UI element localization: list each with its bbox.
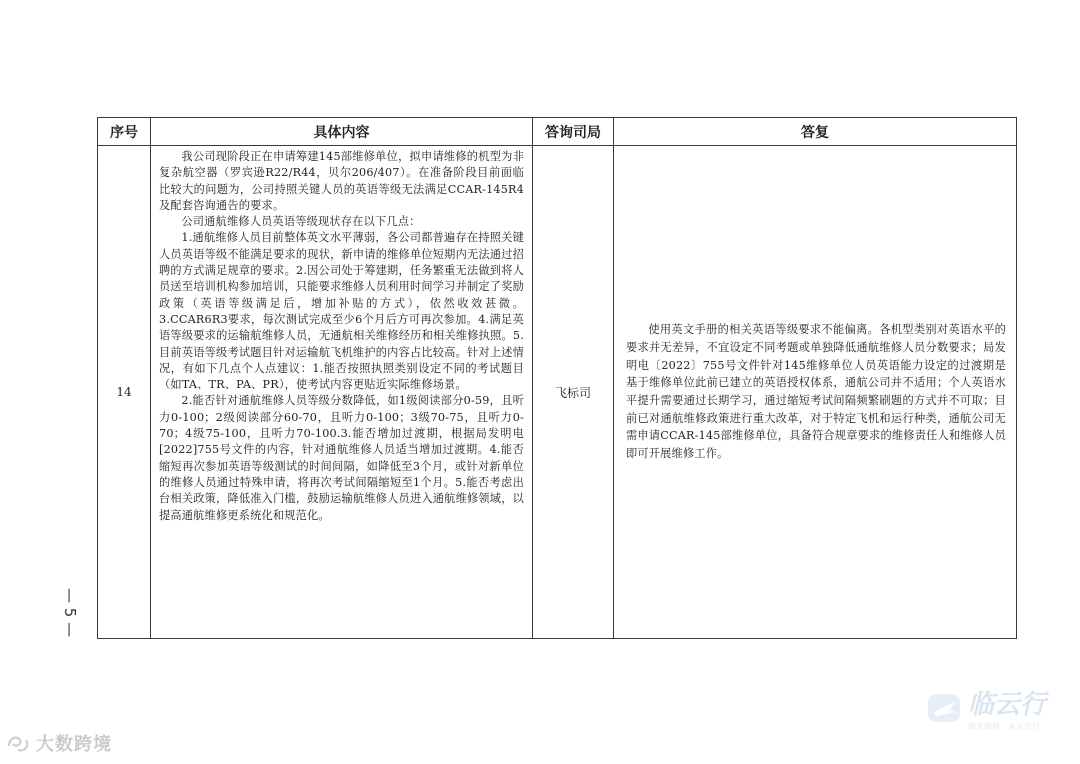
consultation-table [97,117,1017,639]
watermark-cloud-plane-icon [926,690,962,726]
header-specific-content: 具体内容 [151,118,533,146]
table-header-row [98,118,1017,146]
content-paragraph: 2.能否针对通航维修人员等级分数降低，如1级阅读部分0-59，且听力0-100；2级阅读部分60-70，且听力0-100；3级70-75，且听力0-70；4级75-100，且听力70-100.3.能否增加过渡期，根据局发明电[2022]755号文件的内容，针对通航维修人员适当增加过渡期。4.能否缩短再次参加英语等级测试的时间间隔，如降低至3个月，或针对新单位的维修人员通过特殊申请，将再次考试间隔缩短至1个月。5.能否考虑出台相关政策，降低准入门槛，鼓励运输航维修人员进入通航维修领域，以提高通航维修更系统化和规范化。 [159,394,524,522]
row-serial-number: 14 [98,146,151,639]
watermark-logo-icon [6,732,32,754]
row-department: 飞标司 [533,146,614,639]
watermark-right [926,690,1066,740]
header-reply: 答复 [614,118,1017,146]
table-row [98,146,1017,639]
header-department: 答询司局 [533,118,614,146]
watermark-brand: 临云行 [968,690,1047,720]
page-number: — 5 — [61,588,79,638]
content-paragraph: 1.通航维修人员目前整体英文水平薄弱，各公司都普遍存在持照关键人员英语等级不能满足要求的现状，新申请的维修单位短期内无法通过招聘的方式满足规章的要求。2.因公司处于筹建期，任务繁重无法做到将人员送至培训机构参加培训，只能要求维修人员利用时间学习并制定了奖励政策（英语等级满足后，增加补贴的方式），依然收效甚微。3.CCAR6R3要求，每次测试完成至少6个月后方可再次参加。4.满足英语等级要求的运输航维修人员，无通航相关维修经历和相关维修执照。5.目前英语等级考试题目针对运输航飞机维护的内容占比较高。针对上述情况，有如下几点个人点建议：1.能否按照执照类别设定不同的考试题目（如TA、TR、PA、PR），使考试内容更贴近实际维修场景。 [159,231,524,392]
watermark-slogan: 临天临地 从云出行 [968,722,1040,731]
watermark-left-text: 大数跨境 [36,734,112,755]
watermark-left [6,730,112,756]
reply-text: 使用英文手册的相关英语等级要求不能偏离。各机型类别对英语水平的要求并无差异，不宜设定不同考题或单独降低通航维修人员分数要求；局发明电〔2022〕755号文件针对145维修单位人员英语能力设定的过渡期是基于维修单位此前已建立的英语授权体系，通航公司并不适用；个人英语水平提升需要通过长期学习，通过缩短考试间隔频繁刷题的方式并不可取；目前已对通航维修政策进行重大改革，对于特定飞机和运行种类，通航公司无需申请CCAR-145部维修单位，具备符合规章要求的维修责任人和维修人员即可开展维修工作。 [626,323,1006,461]
row-reply-cell [614,146,1017,639]
content-paragraph: 公司通航维修人员英语等级现状存在以下几点： [181,215,421,229]
row-content-cell [151,146,533,639]
header-serial-number: 序号 [98,118,151,146]
content-paragraph: 我公司现阶段正在申请筹建145部维修单位，拟申请维修的机型为非复杂航空器（罗宾逊R22/R44，贝尔206/407）。在准备阶段目前面临比较大的问题为，公司持照关键人员的英语等级无法满足CCAR-145R4及配套咨询通告的要求。 [159,150,524,212]
